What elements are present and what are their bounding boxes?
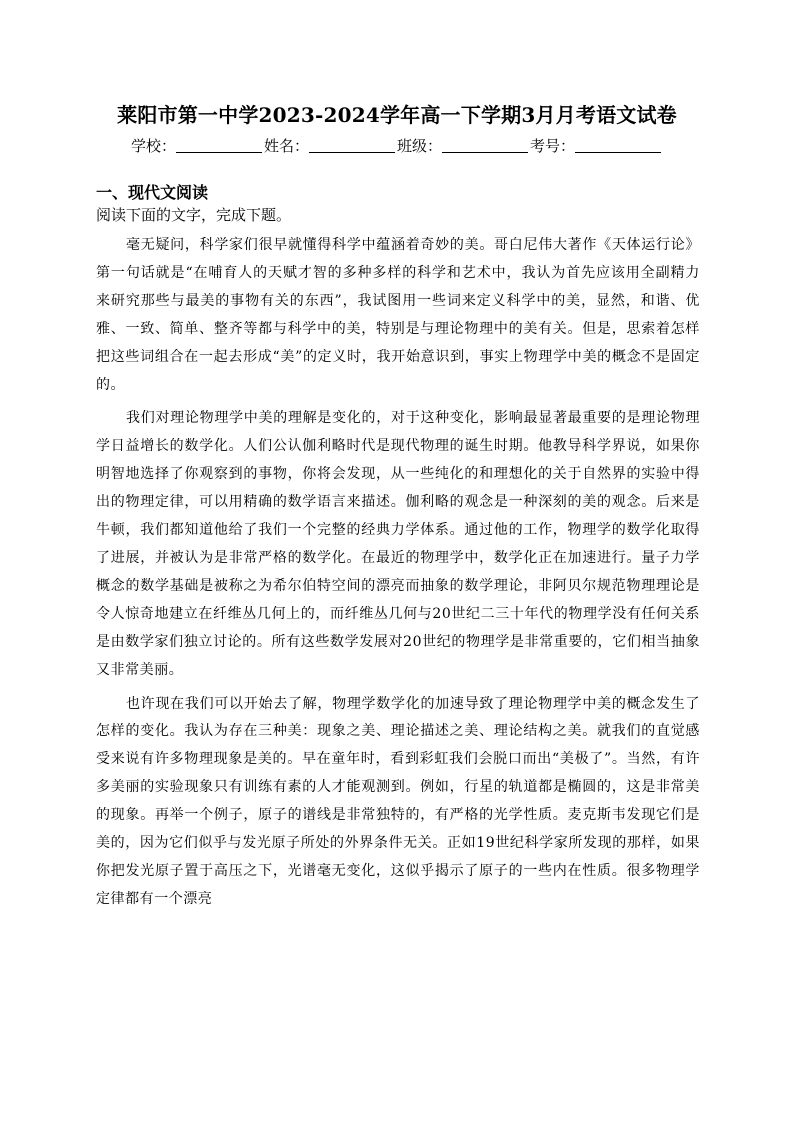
passage-paragraph-2: 我们对理论物理学中美的理解是变化的，对于这种变化，影响最显著最重要的是理论物理学日益增长的数学化。人们公认伽利略时代是现代物理的诞生时期。他教导科学界说，如果你明智地选择了你观察到的事物，你将会发现，从一些纯化的和理想化的关于自然界的实验中得出的物理定律，可以用精确的数学语言来描述。伽利略的观念是一种深刻的美的观念。后来是牛顿，我们都知道他给了我们一个完整的经典力学体系。通过他的工作，物理学的数学化取得了进展，并被认为是非常严格的数学化。在最近的物理学中，数学化正在加速进行。量子力学概念的数学基础是被称之为希尔伯特空间的漂亮而抽象的数学理论，非阿贝尔规范物理理论是令人惊奇地建立在纤维丛几何上的，而纤维丛几何与20世纪二三十年代的物理学没有任何关系是由数学家们独立讨论的。所有这些数学发展对20世纪的物理学是非常重要的，它们相当抽象又非常美丽。 bbox=[96, 410, 700, 678]
reading-passage bbox=[96, 232, 700, 920]
school-blank[interactable] bbox=[176, 137, 262, 153]
reading-instruction: 阅读下面的文字，完成下题。 bbox=[96, 206, 292, 224]
passage-paragraph-3: 也许现在我们可以开始去了解，物理学数学化的加速导致了理论物理学中美的概念发生了怎样的变化。我认为存在三种美：现象之美、理论描述之美、理论结构之美。就我们的直觉感受来说有许多物理现象是美的。早在童年时，看到彩虹我们会脱口而出“美极了”。当然，有许多美丽的实验现象只有训练有素的人才能观测到。例如，行星的轨道都是椭圆的，这是非常美的现象。再举一个例子，原子的谱线是非常独特的，有严格的光学性质。麦克斯韦发现它们是美的，因为它们似乎与发光原子所处的外界条件无关。正如19世纪科学家所发现的那样，如果你把发光原子置于高压之下，光谱毫无变化，这似乎揭示了原子的一些内在性质。很多物理学定律都有一个漂亮 bbox=[96, 695, 700, 907]
school-label: 学校： bbox=[130, 137, 176, 155]
exam-number-blank[interactable] bbox=[575, 137, 661, 153]
student-info-line bbox=[0, 134, 794, 158]
passage-paragraph-1: 毫无疑问，科学家们很早就懂得科学中蕴涵着奇妙的美。哥白尼伟大著作《天体运行论》第一句话就是“在哺育人的天赋才智的多种多样的科学和艺术中，我认为首先应该用全副精力来研究那些与最美的事物有关的东西”，我试图用一些词来定义科学中的美，显然，和谐、优雅、一致、简单、整齐等都与科学中的美，特别是与理论物理中的美有关。但是，思索着怎样把这些词组合在一起去形成“美”的定义时，我开始意识到，事实上物理学中美的概念不是固定的。 bbox=[96, 237, 700, 393]
class-blank[interactable] bbox=[442, 137, 528, 153]
section-heading: 一、现代文阅读 bbox=[96, 183, 209, 202]
name-blank[interactable] bbox=[309, 137, 395, 153]
page-title: 莱阳市第一中学2023-2024学年高一下学期3月月考语文试卷 bbox=[117, 103, 677, 127]
class-label: 班级： bbox=[397, 137, 443, 155]
exam-number-label: 考号： bbox=[530, 137, 576, 155]
name-label: 姓名： bbox=[263, 137, 309, 155]
